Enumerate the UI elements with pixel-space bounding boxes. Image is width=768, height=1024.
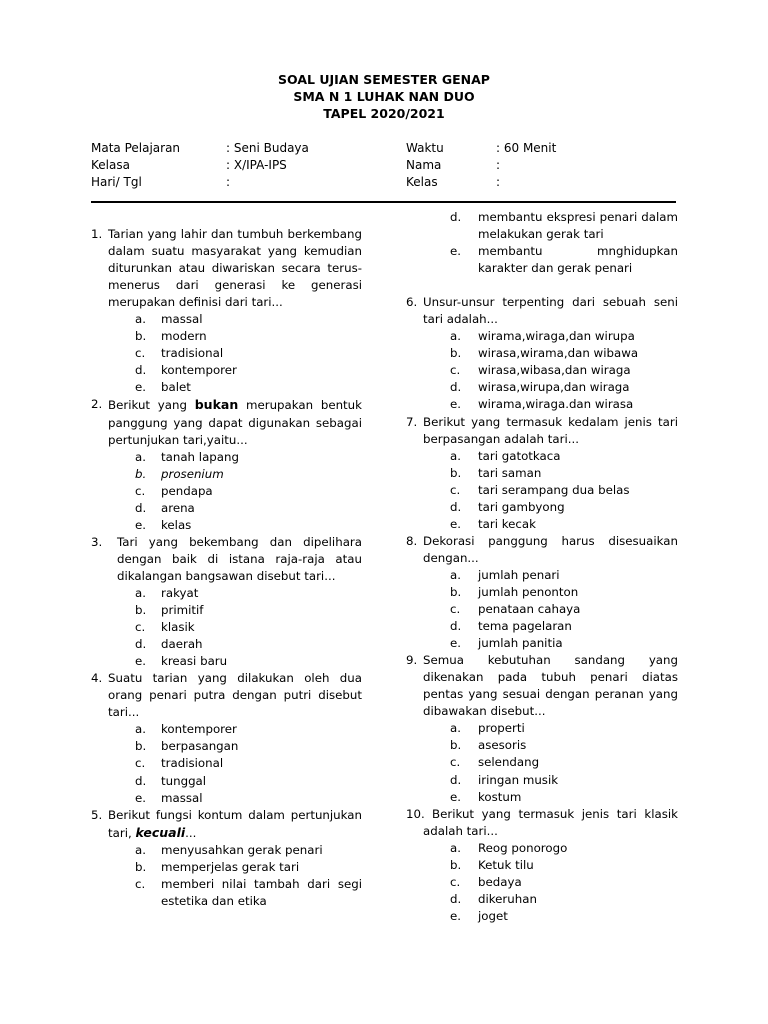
- option-5a: [135, 842, 362, 859]
- option-text: jumlah penonton: [478, 584, 579, 599]
- option-text: kostum: [478, 789, 522, 804]
- option-letter: a.: [135, 842, 146, 857]
- option-letter: d.: [135, 637, 147, 652]
- option-9d: [450, 772, 678, 789]
- info-value-time: : 60 Menit: [496, 141, 557, 155]
- option-text: wirama,wiraga,dan wirupa: [478, 329, 635, 344]
- option-letter: e.: [135, 790, 147, 805]
- option-letter: c.: [135, 346, 146, 361]
- option-text: kreasi baru: [161, 654, 228, 669]
- question-number: 7.: [406, 414, 418, 429]
- option-letter: b.: [450, 584, 462, 599]
- question-text: Berikut yang termasuk kedalam jenis tari berpasangan adalah tari...: [423, 414, 678, 446]
- option-text: tari kecak: [478, 516, 536, 531]
- option-4a: [135, 721, 362, 738]
- option-text: wirama,wiraga.dan wirasa: [478, 397, 634, 412]
- option-7b: [450, 465, 678, 482]
- option-text: arena: [161, 500, 195, 515]
- option-text: bedaya: [478, 874, 522, 889]
- option-text: Ketuk tilu: [478, 857, 534, 872]
- option-letter: a.: [135, 722, 146, 737]
- question-text-end: merupakan bentuk panggung yang dapat digunakan sebagai pertunjukan tari,yaitu...: [108, 398, 362, 447]
- option-6d: [450, 379, 678, 396]
- option-3b: [135, 602, 362, 619]
- option-5e: [450, 243, 678, 277]
- question-4: [91, 670, 362, 721]
- option-text: tari serampang dua belas: [478, 482, 630, 497]
- question-text: Tari yang bekembang dan dipelihara dengan baik di istana raja-raja atau dikalangan bangsawan disebut tari...: [117, 534, 362, 583]
- option-text: tari saman: [478, 465, 542, 480]
- option-9a: [450, 720, 678, 737]
- option-letter: a.: [450, 721, 461, 736]
- option-letter: c.: [450, 874, 461, 889]
- option-3d: [135, 636, 362, 653]
- option-letter: e.: [450, 908, 462, 923]
- left-column: [91, 209, 362, 910]
- option-2c: [135, 483, 362, 500]
- option-letter: d.: [135, 773, 147, 788]
- option-10a: [450, 840, 678, 857]
- info-value-subject: : Seni Budaya: [226, 141, 309, 155]
- option-text: primitif: [161, 603, 204, 618]
- question-1: [91, 226, 362, 311]
- academic-year: TAPEL 2020/2021: [323, 106, 445, 121]
- option-letter: c.: [135, 876, 146, 891]
- question-emphasis: kecuali: [135, 824, 186, 840]
- option-9b: [450, 737, 678, 754]
- option-text: tradisional: [161, 346, 224, 361]
- option-2d: [135, 500, 362, 517]
- option-text: modern: [161, 329, 207, 344]
- info-label-subject: Mata Pelajaran: [91, 141, 181, 155]
- option-7c: [450, 482, 678, 499]
- option-10c: [450, 874, 678, 891]
- option-letter: e.: [450, 789, 462, 804]
- option-1e: [135, 379, 362, 396]
- question-8: [406, 533, 678, 567]
- option-8c: [450, 601, 678, 618]
- option-letter: b.: [450, 465, 462, 480]
- option-text: memberi nilai tambah dari segi estetika dan etika: [161, 876, 362, 908]
- question-number: 4.: [91, 671, 103, 686]
- option-text: memperjelas gerak tari: [161, 859, 300, 874]
- option-6c: [450, 362, 678, 379]
- option-letter: a.: [450, 448, 461, 463]
- option-text: massal: [161, 312, 203, 327]
- option-letter: c.: [450, 602, 461, 617]
- question-number: 8.: [406, 533, 418, 548]
- option-letter: a.: [450, 840, 461, 855]
- info-label-time: Waktu: [406, 141, 444, 155]
- question-10: [406, 806, 678, 840]
- option-letter: b.: [135, 603, 147, 618]
- question-text: Unsur-unsur terpenting dari sebuah seni tari adalah...: [423, 295, 678, 327]
- question-text: Berikut yang termasuk jenis tari klasik adalah tari...: [423, 806, 678, 838]
- option-letter: e.: [450, 397, 462, 412]
- option-letter: d.: [450, 499, 462, 514]
- option-3c: [135, 619, 362, 636]
- option-letter: a.: [135, 585, 146, 600]
- option-letter: e.: [135, 380, 147, 395]
- option-1a: [135, 311, 362, 328]
- option-letter: e.: [450, 516, 462, 531]
- option-1b: [135, 328, 362, 345]
- option-text: massal: [161, 790, 203, 805]
- option-8b: [450, 584, 678, 601]
- option-1c: [135, 345, 362, 362]
- info-value-date: :: [226, 175, 231, 189]
- option-5c: [135, 876, 362, 910]
- option-4d: [135, 773, 362, 790]
- question-emphasis: bukan: [194, 397, 239, 413]
- option-text: kelas: [161, 517, 192, 532]
- option-text: menyusahkan gerak penari: [161, 842, 323, 857]
- option-letter: a.: [135, 449, 146, 464]
- question-text: Semua kebutuhan sandang yang dikenakan pada tubuh penari diatas pentas yang sesuai dengan peranan yang dibawakan disebut...: [423, 653, 678, 719]
- question-number: 2.: [91, 397, 103, 412]
- option-text: rakyat: [161, 585, 199, 600]
- option-text: iringan musik: [478, 772, 559, 787]
- option-text: tari gatotkaca: [478, 448, 561, 463]
- option-8e: [450, 635, 678, 652]
- option-4b: [135, 738, 362, 755]
- option-letter: c.: [135, 756, 146, 771]
- option-letter: d.: [450, 210, 462, 224]
- option-text: tanah lapang: [161, 449, 239, 464]
- option-6e: [450, 396, 678, 413]
- option-9e: [450, 789, 678, 806]
- option-text: selendang: [478, 755, 540, 770]
- option-text: pendapa: [161, 483, 213, 498]
- question-number: 3.: [91, 534, 103, 549]
- option-letter: b.: [135, 329, 147, 344]
- question-text: Tarian yang lahir dan tumbuh berkembang dalam suatu masyarakat yang kemudian diturunkan atau diwariskan secara terus-menerus dari generasi ke generasi merupakan definisi dari tari...: [108, 227, 362, 310]
- option-text: wirasa,wirama,dan wibawa: [478, 346, 639, 361]
- option-letter: d.: [450, 772, 462, 787]
- option-text: balet: [161, 380, 191, 395]
- option-text: membantu mnghidupkan karakter dan gerak penari: [478, 244, 678, 276]
- option-9c: [450, 754, 678, 771]
- option-letter: e.: [450, 636, 462, 651]
- option-6b: [450, 345, 678, 362]
- option-letter: e.: [135, 517, 147, 532]
- option-6a: [450, 328, 678, 345]
- option-letter: c.: [450, 482, 461, 497]
- option-8a: [450, 567, 678, 584]
- option-1d: [135, 362, 362, 379]
- option-text: berpasangan: [161, 739, 239, 754]
- option-2a: [135, 449, 362, 466]
- option-text: properti: [478, 721, 525, 736]
- option-text: tradisional: [161, 756, 224, 771]
- option-5b: [135, 859, 362, 876]
- option-3e: [135, 653, 362, 670]
- option-letter: c.: [135, 483, 146, 498]
- option-text: joget: [478, 908, 508, 923]
- question-3: [91, 534, 362, 585]
- option-letter: a.: [450, 329, 461, 344]
- option-text: prosenium: [161, 466, 224, 481]
- option-letter: a.: [135, 312, 146, 327]
- option-text: tunggal: [161, 773, 207, 788]
- question-number: 1.: [91, 227, 103, 241]
- exam-title: SOAL UJIAN SEMESTER GENAP: [278, 72, 490, 87]
- option-letter: d.: [450, 891, 462, 906]
- option-letter: c.: [450, 363, 461, 378]
- option-text: jumlah penari: [478, 567, 560, 582]
- option-3a: [135, 585, 362, 602]
- option-text: tema pagelaran: [478, 619, 572, 634]
- info-value-class: : X/IPA-IPS: [226, 158, 287, 172]
- option-7a: [450, 448, 678, 465]
- question-text: Dekorasi panggung harus disesuaikan dengan...: [423, 533, 678, 565]
- option-text: penataan cahaya: [478, 602, 581, 617]
- option-letter: e.: [135, 654, 147, 669]
- option-letter: d.: [135, 500, 147, 515]
- option-letter: d.: [450, 380, 462, 395]
- question-7: [406, 414, 678, 448]
- option-5d: [450, 209, 678, 243]
- option-7e: [450, 516, 678, 533]
- option-8d: [450, 618, 678, 635]
- option-10e: [450, 908, 678, 925]
- option-text: kontemporer: [161, 722, 237, 737]
- option-letter: b.: [450, 738, 462, 753]
- info-label-date: Hari/ Tgl: [91, 175, 142, 189]
- option-2e: [135, 517, 362, 534]
- option-letter: b.: [135, 859, 147, 874]
- option-letter: b.: [450, 346, 462, 361]
- option-text: daerah: [161, 637, 203, 652]
- option-letter: e.: [450, 244, 462, 259]
- option-text: klasik: [161, 620, 195, 635]
- option-letter: c.: [450, 755, 461, 770]
- option-4c: [135, 755, 362, 772]
- option-letter: b.: [135, 466, 147, 481]
- option-text: wirasa,wibasa,dan wiraga: [478, 363, 631, 378]
- option-text: dikeruhan: [478, 891, 537, 906]
- option-7d: [450, 499, 678, 516]
- info-value-kelas: :: [496, 175, 501, 189]
- question-text-start: Berikut fungsi kontum dalam pertunjukan tari,: [108, 807, 362, 840]
- question-5: [91, 807, 362, 842]
- question-number: 9.: [406, 653, 418, 668]
- option-text: wirasa,wirupa,dan wiraga: [478, 380, 630, 395]
- question-9: [406, 652, 678, 720]
- option-10d: [450, 891, 678, 908]
- option-letter: d.: [450, 619, 462, 634]
- option-text: Reog ponorogo: [478, 840, 568, 855]
- option-text: tari gambyong: [478, 499, 565, 514]
- option-text: membantu ekspresi penari dalam melakukan gerak tari: [478, 210, 678, 242]
- option-4e: [135, 790, 362, 807]
- option-letter: d.: [135, 363, 147, 378]
- info-label-class: Kelasa: [91, 158, 130, 172]
- question-text: [108, 396, 362, 448]
- question-6: [406, 294, 678, 328]
- question-number: 6.: [406, 295, 418, 310]
- question-text-start: Berikut yang: [108, 398, 195, 413]
- option-text: asesoris: [478, 738, 527, 753]
- option-letter: c.: [135, 620, 146, 635]
- school-name: SMA N 1 LUHAK NAN DUO: [293, 89, 475, 104]
- question-number: 5.: [91, 807, 103, 822]
- option-letter: a.: [450, 567, 461, 582]
- question-text: [108, 807, 362, 842]
- question-text-end: ...: [185, 825, 197, 840]
- option-text: jumlah panitia: [478, 636, 563, 651]
- option-2b: [135, 466, 362, 483]
- header-divider: [91, 201, 676, 203]
- question-2: [91, 396, 362, 448]
- option-text: kontemporer: [161, 363, 237, 378]
- right-column: [406, 209, 678, 925]
- info-label-kelas: Kelas: [406, 175, 438, 189]
- info-value-name: :: [496, 158, 501, 172]
- info-label-name: Nama: [406, 158, 442, 172]
- option-10b: [450, 857, 678, 874]
- question-number: 10.: [406, 806, 425, 821]
- option-letter: b.: [135, 739, 147, 754]
- option-letter: b.: [450, 857, 462, 872]
- question-text: Suatu tarian yang dilakukan oleh dua orang penari putra dengan putri disebut tari...: [108, 671, 362, 720]
